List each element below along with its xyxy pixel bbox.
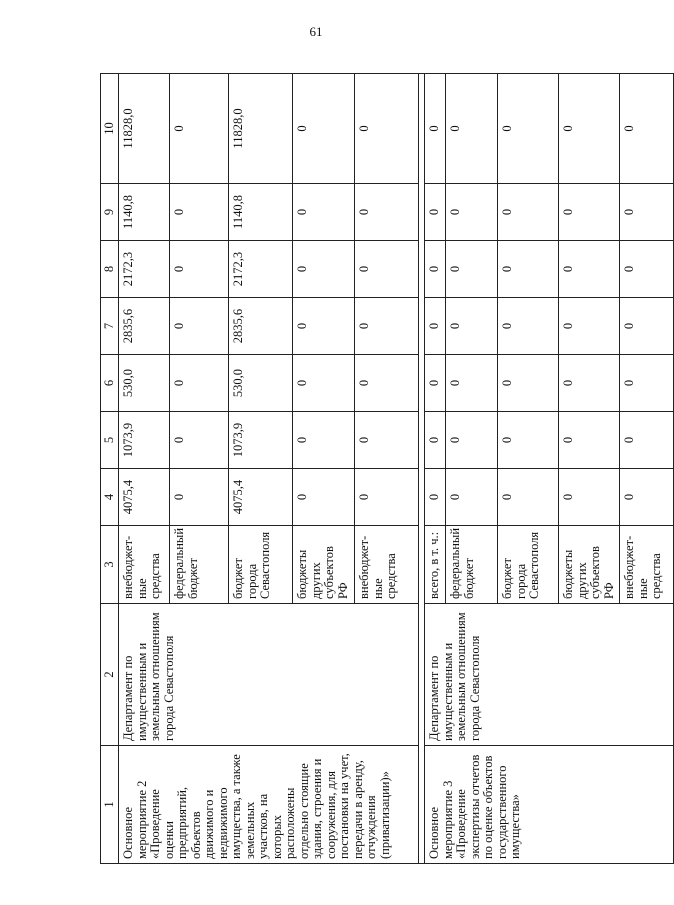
value-cell: 0	[620, 74, 674, 184]
value-cell: 0	[620, 241, 674, 298]
value-cell: 0	[293, 469, 355, 526]
value-cell: 0	[620, 184, 674, 241]
value-cell: 0	[446, 74, 498, 184]
value-cell: 0	[620, 412, 674, 469]
header-cell: 9	[101, 184, 119, 241]
value-cell: 0	[559, 412, 620, 469]
activity-cell: Основное мероприятие 3 «Проведение экспертизы отчетов по оценке объектов государственного имущества»	[425, 746, 674, 864]
value-cell: 0	[559, 469, 620, 526]
header-cell: 6	[101, 355, 119, 412]
value-cell: 0	[355, 355, 419, 412]
value-cell: 0	[498, 355, 559, 412]
value-cell: 0	[355, 298, 419, 355]
value-cell: 0	[170, 241, 229, 298]
value-cell: 0	[446, 241, 498, 298]
value-cell: 0	[293, 412, 355, 469]
header-cell: 4	[101, 469, 119, 526]
value-cell: 0	[355, 74, 419, 184]
source-cell: внебюджет-ные средства	[119, 526, 170, 604]
value-cell: 0	[355, 184, 419, 241]
header-cell: 10	[101, 74, 119, 184]
value-cell: 0	[293, 184, 355, 241]
value-cell: 0	[446, 355, 498, 412]
value-cell: 0	[355, 412, 419, 469]
value-cell: 0	[559, 241, 620, 298]
value-cell: 0	[170, 184, 229, 241]
header-cell: 1	[101, 746, 119, 864]
value-cell: 4075,4	[119, 469, 170, 526]
value-cell: 0	[293, 74, 355, 184]
source-cell: бюджет города Севастополя	[229, 526, 293, 604]
value-cell: 2172,3	[119, 241, 170, 298]
value-cell: 0	[425, 412, 446, 469]
value-cell: 1073,9	[229, 412, 293, 469]
value-cell: 0	[170, 355, 229, 412]
source-cell: всего, в т. ч.:	[425, 526, 446, 604]
value-cell: 2172,3	[229, 241, 293, 298]
page-number: 61	[309, 24, 323, 39]
header-cell: 5	[101, 412, 119, 469]
value-cell: 0	[498, 469, 559, 526]
value-cell: 1140,8	[119, 184, 170, 241]
value-cell: 530,0	[119, 355, 170, 412]
value-cell: 0	[620, 469, 674, 526]
value-cell: 1073,9	[119, 412, 170, 469]
rotated-table-wrapper	[100, 74, 663, 864]
value-cell: 0	[170, 298, 229, 355]
source-cell: федеральный бюджет	[446, 526, 498, 604]
value-cell: 0	[498, 298, 559, 355]
value-cell: 0	[620, 298, 674, 355]
value-cell: 0	[425, 74, 446, 184]
header-row	[101, 74, 119, 864]
activity-cell: Основное мероприятие 2 «Проведение оценки предприятий, объектов движимого и недвижимого имущества, а также земельных участков, на которых расположены отдельно стоящие здания, строения и сооружения, для постановки на учет, передачи в аренду, отчуждения (приватизации)»	[119, 746, 419, 864]
header-cell: 3	[101, 526, 119, 604]
value-cell: 1140,8	[229, 184, 293, 241]
value-cell: 2835,6	[229, 298, 293, 355]
value-cell: 0	[498, 74, 559, 184]
value-cell: 0	[559, 355, 620, 412]
value-cell: 0	[425, 355, 446, 412]
value-cell: 0	[559, 74, 620, 184]
source-cell: бюджеты других субъектов РФ	[293, 526, 355, 604]
value-cell: 0	[559, 298, 620, 355]
value-cell: 0	[170, 469, 229, 526]
value-cell: 11828,0	[229, 74, 293, 184]
value-cell: 0	[446, 184, 498, 241]
source-cell: федеральный бюджет	[170, 526, 229, 604]
value-cell: 0	[620, 355, 674, 412]
value-cell: 0	[170, 412, 229, 469]
source-cell: бюджет города Севастополя	[498, 526, 559, 604]
value-cell: 0	[446, 298, 498, 355]
executor-cell: Департамент по имущественным и земельным отношениям города Севастополя	[119, 604, 419, 746]
table-row	[119, 74, 170, 864]
header-cell: 8	[101, 241, 119, 298]
value-cell: 0	[498, 412, 559, 469]
value-cell: 0	[446, 469, 498, 526]
value-cell: 0	[355, 241, 419, 298]
value-cell: 0	[293, 355, 355, 412]
value-cell: 0	[559, 184, 620, 241]
value-cell: 11828,0	[119, 74, 170, 184]
value-cell: 0	[170, 74, 229, 184]
header-cell: 2	[101, 604, 119, 746]
value-cell: 2835,6	[119, 298, 170, 355]
value-cell: 0	[446, 412, 498, 469]
source-cell: бюджеты других субъектов РФ	[559, 526, 620, 604]
table-row	[425, 74, 446, 864]
value-cell: 0	[293, 241, 355, 298]
header-cell: 7	[101, 298, 119, 355]
value-cell: 4075,4	[229, 469, 293, 526]
source-cell: внебюджет-ные средства	[620, 526, 674, 604]
value-cell: 0	[498, 184, 559, 241]
value-cell: 0	[425, 298, 446, 355]
value-cell: 0	[498, 241, 559, 298]
value-cell: 0	[425, 184, 446, 241]
budget-table	[100, 73, 674, 864]
source-cell: внебюджет-ные средства	[355, 526, 419, 604]
value-cell: 530,0	[229, 355, 293, 412]
value-cell: 0	[293, 298, 355, 355]
value-cell: 0	[425, 241, 446, 298]
value-cell: 0	[355, 469, 419, 526]
value-cell: 0	[425, 469, 446, 526]
executor-cell: Департамент по имущественным и земельным отношениям города Севастополя	[425, 604, 674, 746]
